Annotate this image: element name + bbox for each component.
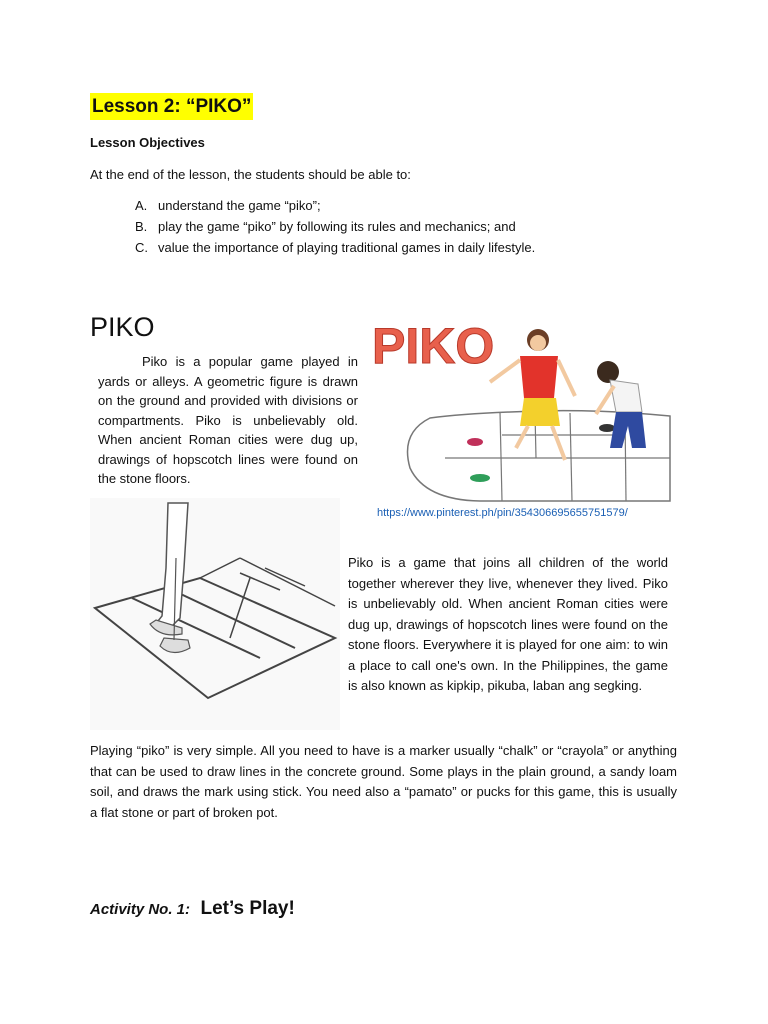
section-heading: PIKO <box>90 312 155 342</box>
objective-item <box>135 195 535 216</box>
activity-heading <box>90 898 295 920</box>
lesson-title: Lesson 2: “PIKO” <box>90 93 253 120</box>
paragraph-history: Piko is a game that joins all children of the world together wherever they live, whenever they lived. Piko is unbelievably old. When ancient Roman cities were dug up, drawings of hopscotch lines were found on the stone floors. Everywhere it is played for one aim: to win a place to call one's own. In the Philippines, the game is also known as kipkip, pikuba, laban ang segking. <box>348 555 668 693</box>
objective-text: play the game “piko” by following its rules and mechanics; and <box>158 219 516 234</box>
paragraph-intro-text: Piko is a popular game played in yards or alleys. A geometric figure is drawn on the ground and provided with divisions or compartments. Piko is unbelievably old. When ancient Roman cities were dug up, drawings of hopscotch lines were found on the stone floors. <box>98 354 358 486</box>
objective-text: value the importance of playing traditional games in daily lifestyle. <box>158 240 536 255</box>
objective-item <box>135 216 535 237</box>
image-source-link[interactable]: https://www.pinterest.ph/pin/354306695655751579/ <box>377 507 628 519</box>
piko-logo-text: PIKO <box>372 318 495 374</box>
paragraph-how-to-play: Playing “piko” is very simple. All you need to have is a marker usually “chalk” or “crayola” or anything that can be used to draw lines in the concrete ground. Some plays in the plain ground, a sandy loam soil, and draws the mark using stick. You need also a “pamato” or pucks for this game, this is usually a flat stone or part of broken pot. <box>90 743 677 820</box>
objectives-intro: At the end of the lesson, the students should be able to: <box>90 167 411 182</box>
piko-illustration <box>370 308 680 504</box>
objectives-heading: Lesson Objectives <box>90 135 205 150</box>
objective-text: understand the game “piko”; <box>158 198 321 213</box>
objective-letter: A. <box>135 198 148 213</box>
activity-label: Activity No. 1: <box>90 901 191 918</box>
objective-letter: B. <box>135 219 148 234</box>
objectives-list <box>135 195 535 258</box>
activity-title: Let’s Play! <box>200 898 295 919</box>
paragraph-intro <box>98 352 358 489</box>
objective-item <box>135 237 535 258</box>
hopscotch-sketch <box>90 498 340 730</box>
objective-letter: C. <box>135 240 148 255</box>
